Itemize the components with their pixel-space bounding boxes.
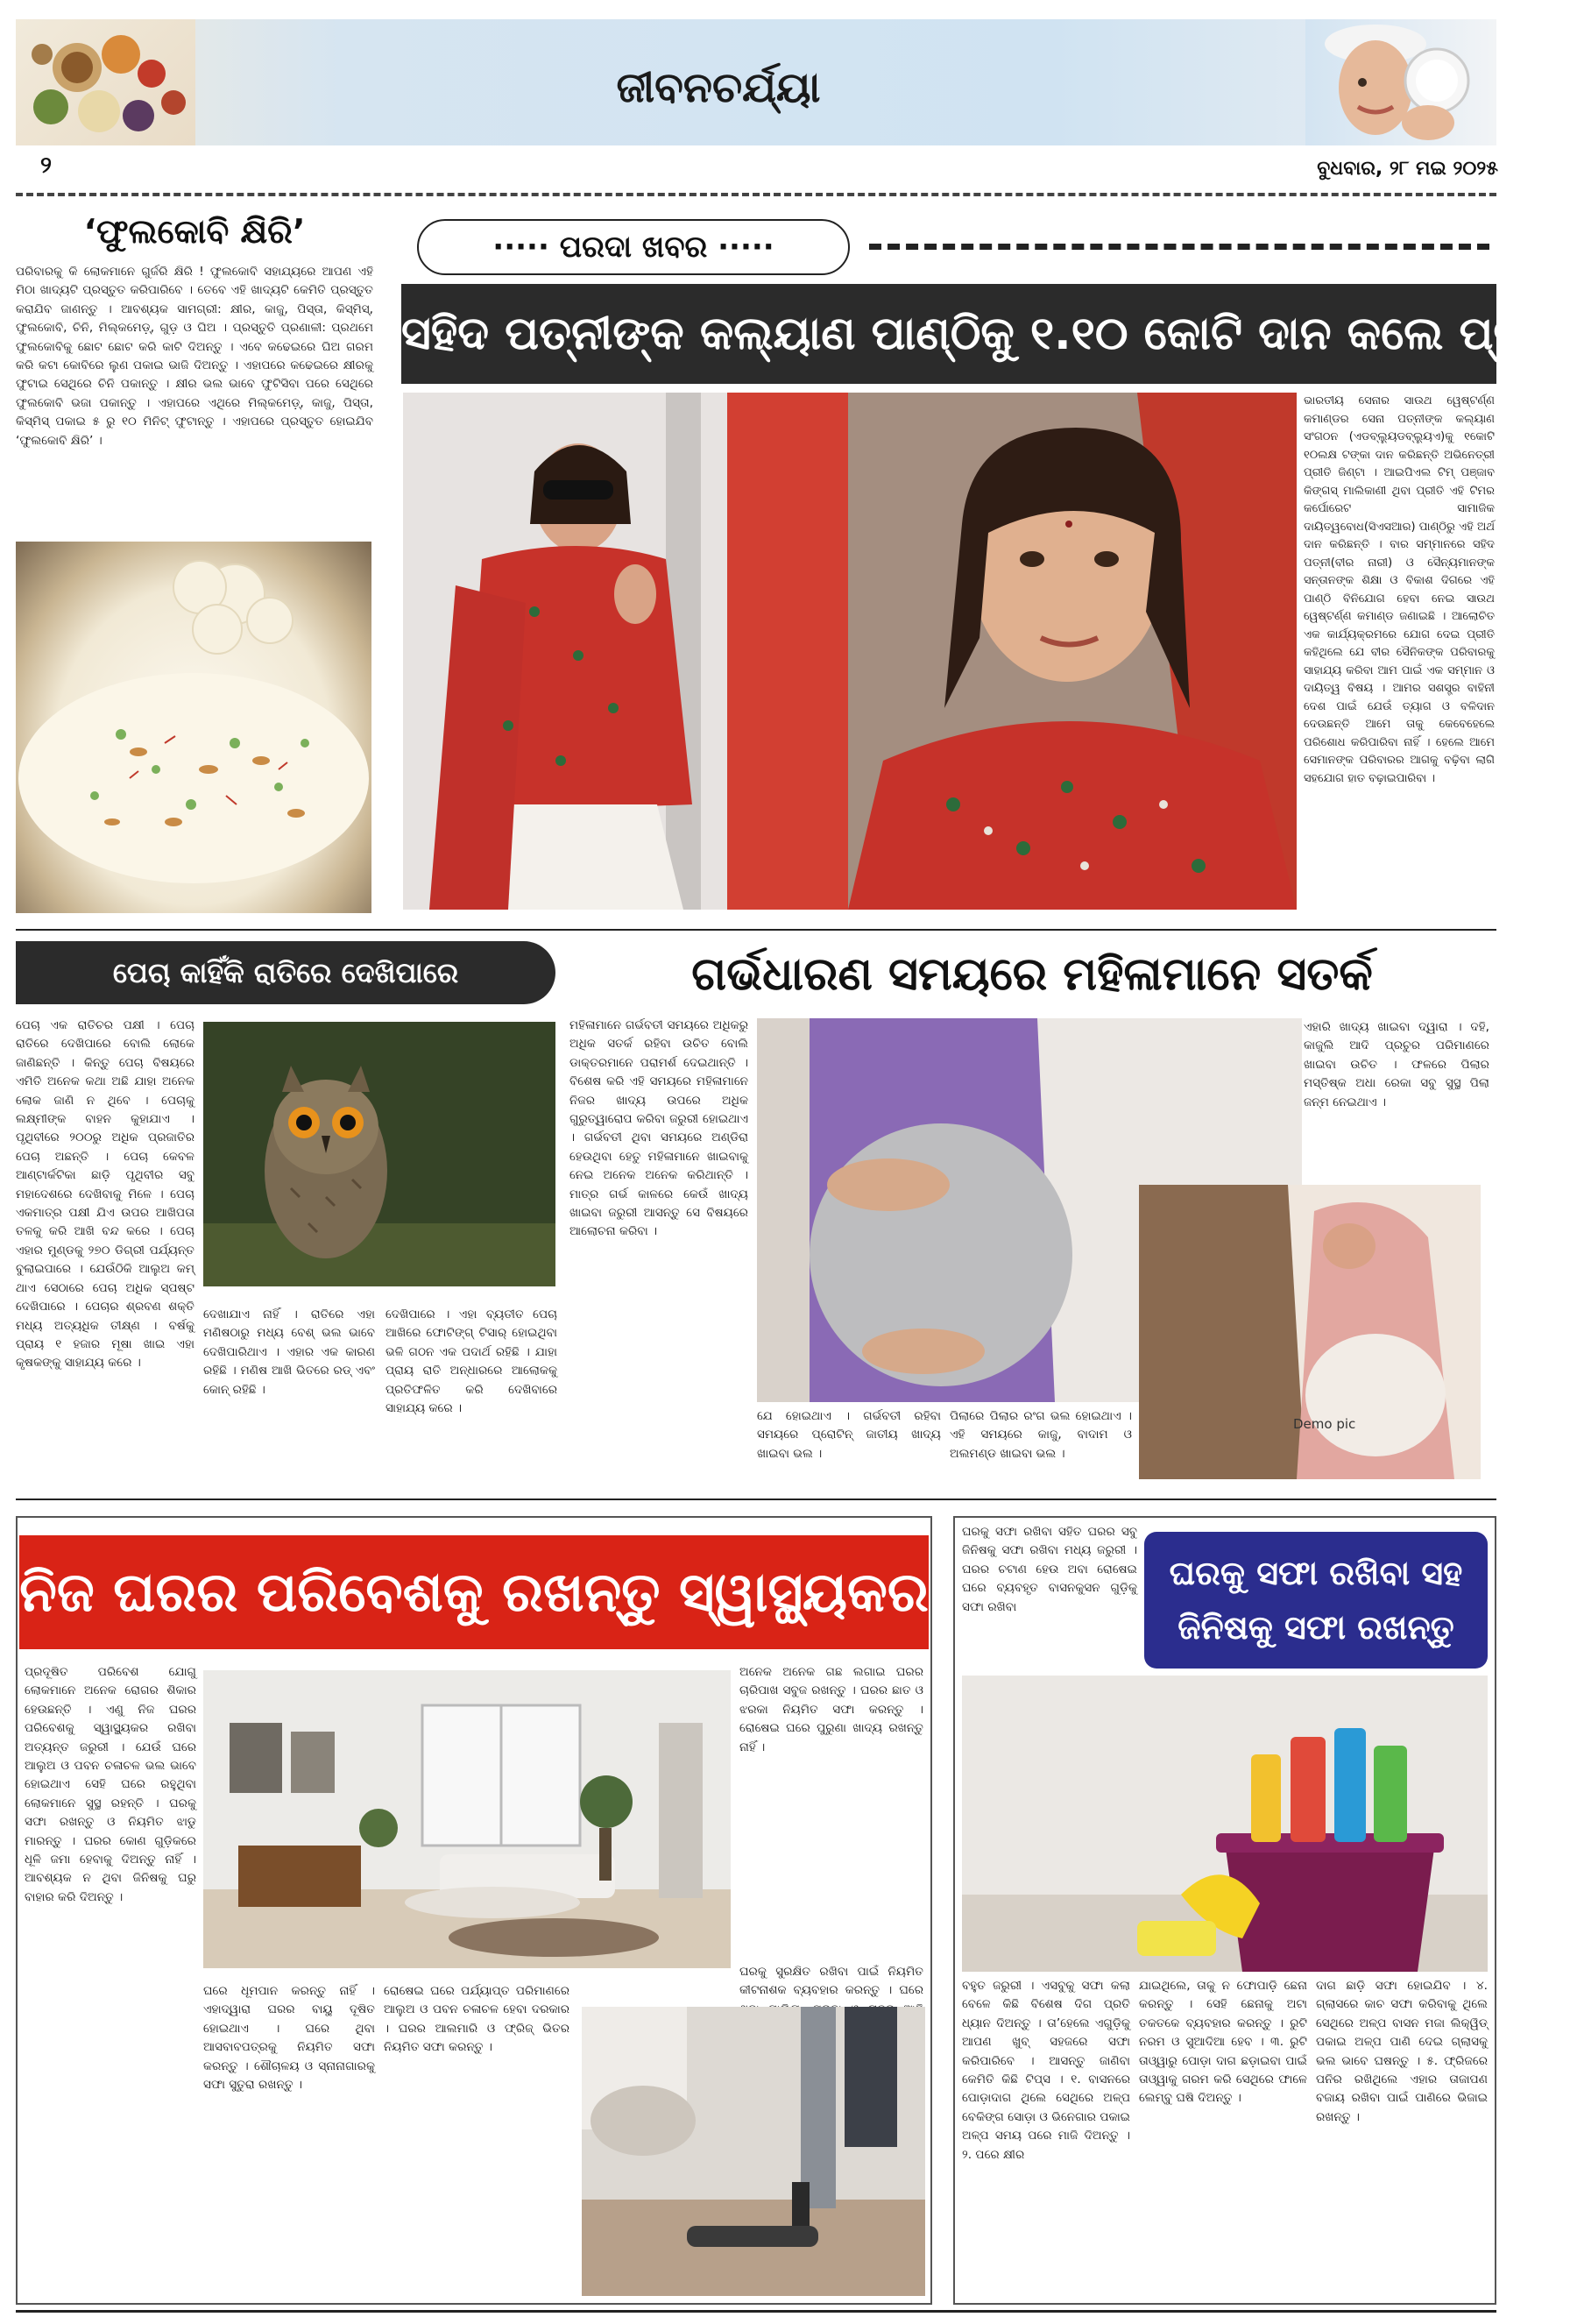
recipe-title: ‘ଫୁଲକୋବି କ୍ଷିରି’	[83, 212, 306, 251]
pregnancy-bottom-2: ପିଲାରେ ପିଲାର ରଂଗ ଭଲ ହୋଇଥାଏ । ଏହି ସମୟରେ କାଜୁ, ବାଦାମ ଓ ଅଲମଣ୍ଡ ଖାଇବା ଭଲ ।	[950, 1409, 1132, 1461]
page-number: ୨	[40, 152, 52, 179]
section-tag-parda	[417, 219, 850, 275]
owl-headline: ପେଚା କାହିଁକି ରାତିରେ ଦେଖିପାରେ	[16, 941, 555, 1004]
cleaning-supplies-photo	[962, 1676, 1488, 1972]
page-bottom-rule	[16, 2310, 1496, 2313]
home-col-1: ପ୍ରଦୂଷିତ ପରିବେଶ ଯୋଗୁ ଲୋକମାନେ ଅନେକ ରୋଗର ଶିକାର ହେଉଛନ୍ତି । ଏଣୁ ନିଜ ଘରର ପରିବେଶକୁ ସ୍ୱାସ୍ଥ୍ୟକର ରଖିବା ଅତ୍ୟନ୍ତ ଜରୁରୀ । ଯେଉଁ ଘରେ ଆଲୁଅ ଓ ପବନ ଚଳାଚଳ ଭଲ ଭାବେ ହୋଇଥାଏ ସେହି ଘରେ ରହୁଥିବା ଲୋକମାନେ ସୁସ୍ଥ ରହନ୍ତି । ଘରକୁ ସଫା ରଖନ୍ତୁ ଓ ନିୟମିତ ଝାଡୁ ମାରନ୍ତୁ । ଘରର କୋଣ ଗୁଡ଼ିକରେ ଧୂଳି ଜମା ହେବାକୁ ଦିଅନ୍ତୁ ନାହିଁ । ଆବଶ୍ୟକ ନ ଥିବା ଜିନିଷକୁ ଘରୁ ବାହାର କରି ଦିଅନ୍ତୁ ।	[25, 1665, 196, 1904]
masthead-food-photo	[16, 19, 195, 145]
living-room-photo	[203, 1670, 731, 1968]
tag-dash-rule	[869, 244, 1489, 250]
recipe-intro: ପରିବାରକୁ କି ଲୋକମାନେ ଗୁର୍ଜରି କ୍ଷିରି ! ଫୁଲକୋବି ସହାଯ୍ୟରେ ଆପଣ ଏହି ମିଠା ଖାଦ୍ୟଟି ପ୍ରସ୍ତୁତ କରିପାରିବେ । ତେବେ ଏହି ଖାଦ୍ୟଟି କେମିତି ପ୍ରସ୍ତୁତ କରାଯିବ ଜାଣନ୍ତୁ ।	[16, 265, 373, 316]
vacuum-photo	[582, 2007, 925, 2296]
demo-pic-label: Demo pic	[1293, 1416, 1356, 1432]
owl-col-3: ଦେଖିପାରେ । ଏହା ବ୍ୟତୀତ ପେଚା ଆଖିରେ ଫୋଟିଙ୍ଗ୍ ଟିସାର୍ ହୋଇଥିବା ଭଳି ଗଠନ ଏକ ପଦାର୍ଥ ରହିଛି । ଯାହା ପ୍ରାୟ ରାତି ଅନ୍ଧାରରେ ଆଲୋକକୁ ପ୍ରତିଫଳିତ କରି ଦେଖିବାରେ ସାହାଯ୍ୟ କରେ ।	[385, 1307, 557, 1416]
section-tag-text: ····· ପରଦା ଖବର ·····	[492, 230, 774, 265]
pregnancy-col-1: ମହିଳାମାନେ ଗର୍ଭବତୀ ସମୟରେ ଅଧିକରୁ ଅଧିକ ସତର୍କ ରହିବା ଉଚିତ ବୋଲି ଡାକ୍ତରମାନେ ପରାମର୍ଶ ଦେଇଥାନ୍ତି । ବିଶେଷ କରି ଏହି ସମୟରେ ମହିଳାମାନେ ନିଜର ଖାଦ୍ୟ ଉପରେ ଅଧିକ ଗୁରୁତ୍ୱାରୋପ କରିବା ଜରୁରୀ ହୋଇଥାଏ । ଗର୍ଭବତୀ ଥିବା ସମୟରେ ଅଣ୍ଡିରା ହେଉଥିବା ହେତୁ ମହିଳାମାନେ ଖାଇବାକୁ ନେଇ ଅନେକ ଅନେକ କରିଥାନ୍ତି । ମାତ୍ର ଗର୍ଭ କାଳରେ କେଉଁ ଖାଦ୍ୟ ଖାଇବା ଜରୁରୀ ଆସନ୍ତୁ ସେ ବିଷୟରେ ଆଲୋଚନା କରିବା ।	[569, 1018, 748, 1239]
section-rule-lower	[16, 1499, 1496, 1500]
owl-photo	[203, 1022, 555, 1286]
clean-headline	[1144, 1532, 1488, 1669]
masthead-divider	[16, 193, 1496, 196]
section-rule-mid	[16, 929, 1496, 931]
pregnancy-bottom-1: ଯେ ହୋଇଥାଏ । ଗର୍ଭବତୀ ରହିବା ସମୟରେ ପ୍ରୋଟିନ୍ ଜାତୀୟ ଖାଦ୍ୟ ଖାଇବା ଭଲ ।	[757, 1409, 941, 1461]
masthead-beauty-photo	[1305, 19, 1496, 145]
home-col-2b: ଘରକୁ ସୁରକ୍ଷିତ ରଖିବା ପାଇଁ ନିୟମିତ କୀଟନାଶକ ବ୍ୟବହାର କରନ୍ତୁ । ଘରେ	[739, 1965, 923, 1998]
home-headline: ନିଜ ଘରର ପରିବେଶକୁ ରଖନ୍ତୁ ସ୍ୱାସ୍ଥ୍ୟକର	[19, 1535, 929, 1649]
clean-col-1: ବହୁତ ଜରୁରୀ । ଏସବୁକୁ ସଫା କଲା ବେଳେ କିଛି ବିଶେଷ ଦିଗ ପ୍ରତି ଧ୍ୟାନ ଦିଅନ୍ତୁ । ତା’ହେଲେ ଏଗୁଡ଼ିକୁ ଆପଣ ଖୁବ୍ ସହଜରେ ସଫା କରିପାରିବେ । ଆସନ୍ତୁ ଜାଣିବା କେମିତି କିଛି ଟିପ୍ସ । ୧. ବାସନରେ ପୋଡ଼ାଦାଗ ଥିଲେ ସେଥିରେ ଅଳ୍ପ ବେକିଙ୍ଗ ସୋଡ଼ା ଓ ଭିନେଗାର ପକାଇ ଅଳ୍ପ ସମୟ ପରେ ମାଜି ଦିଅନ୍ତୁ । ୨. ପରେ କ୍ଷୀର	[962, 1979, 1130, 2162]
pregnancy-headline: ଗର୍ଭଧାରଣ ସମୟରେ ମହିଳାମାନେ ସତର୍କ	[691, 948, 1373, 1001]
home-col-2: ଅନେକ ଅନେକ ଗଛ ଲଗାଇ ଘରର ଚାରିପାଖ ସବୁଜ ରଖନ୍ତୁ । ଘରର ଛାତ ଓ ଝରକା ନିୟମିତ ସଫା କରନ୍ତୁ । ରୋଷେଇ ଘରେ ପୁରୁଣା ଖାଦ୍ୟ ରଖନ୍ତୁ ନାହିଁ ।	[739, 1665, 923, 1754]
owl-col-2: ଦେଖାଯାଏ ନାହିଁ । ରାତିରେ ଏହା ମଣିଷଠାରୁ ମଧ୍ୟ ବେଶ୍ ଭଲ ଭାବେ ଦେଖିପାରିଥାଏ । ଏହାର ଏକ କାରଣ ରହିଛି । ମଣିଷ ଆଖି ଭିତରେ ରଡ୍ ଏବଂ କୋନ୍ ରହିଛି ।	[203, 1307, 375, 1397]
home-col-4: ରୋଷେଇ ଘରେ ପର୍ଯ୍ୟାପ୍ତ ପରିମାଣରେ ଆଲୁଅ ଓ ପବନ ଚଳାଚଳ ହେବା ଦରକାର । ଘରର ଆଲମାରି ଓ ଫ୍ରିଜ୍ ଭିତର ନିୟମିତ ସଫା କରନ୍ତୁ ।	[384, 1984, 569, 2055]
clean-col-2: ଯାଇଥିଲେ, ତାକୁ ନ ଫୋପାଡ଼ି ଛେନା କରନ୍ତୁ । ସେହି ଛେନାକୁ ଅଟା ତକତକେ ବ୍ୟବହାର କରନ୍ତୁ । ରୁଟି ନରମ ଓ ସୁଆଦିଆ ହେବ । ୩. ରୁଟି ତାଓ୍ୱାରୁ ପୋଡ଼ା ଦାଗ ଛଡ଼ାଇବା ପାଇଁ ତାଓ୍ୱାକୁ ଗରମ କରି ସେଥିରେ ଫାଳେ ଲେମ୍ବୁ ଘଷି ଦିଅନ୍ତୁ ।	[1139, 1979, 1307, 2106]
clean-intro: ଘରକୁ ସଫା ରଖିବା ସହିତ ଘରର ସବୁ ଜିନିଷକୁ ସଫା ରଖିବା ମଧ୍ୟ ଜରୁରୀ । ଘରର ଚଟାଣ ହେଉ ଅବା ରୋଷେଇ ଘରେ ବ୍ୟବହୃତ ବାସନକୁସନ ଗୁଡ଼ିକୁ ସଫା ରଖିବା	[962, 1525, 1137, 1614]
recipe-photo-kheer	[16, 542, 371, 913]
parda-body: ଭାରତୀୟ ସେନାର ସାଉଥ ୱେଷ୍ଟର୍ଣ୍ଣ କମାଣ୍ଡର ସେନା ପତ୍ନୀଙ୍କ କଲ୍ୟାଣ ସଂଗଠନ (ଏଡବ୍ଲ୍ୟୁଡବ୍ଲ୍ୟୁଏ)କୁ ୧କୋଟି ୧୦ଲକ୍ଷ ଟଙ୍କା ଦାନ କରିଛନ୍ତି ଅଭିନେତ୍ରୀ ପ୍ରୀତି ଜିଣ୍ଟା । ଆଇପିଏଲ ଟିମ୍ ପଞ୍ଜାବ କିଙ୍ଗସ୍ ମାଲିକାଣୀ ଥିବା ପ୍ରୀତି ଏହି ଟିମର କର୍ପୋରେଟ ସାମାଜିକ ଦାୟିତ୍ୱବୋଧ(ସିଏସଆର) ପାଣ୍ଠିରୁ ଏହି ଅର୍ଥ ଦାନ କରିଛନ୍ତି । ବାର ସମ୍ମାନରେ ସହିଦ ପତ୍ନୀ(ବୀର ନାରୀ) ଓ ସୈନ୍ୟମାନଙ୍କ ସନ୍ତାନଙ୍କ ଶିକ୍ଷା ଓ ବିକାଶ ଦିଗରେ ଏହି ପାଣ୍ଠି ବିନିଯୋଗ ହେବା ନେଇ ସାଉଥ ୱେଷ୍ଟର୍ଣ୍ଣ କମାଣ୍ଡ ଜଣାଇଛି । ଆଲୋଚିତ ଏକ କାର୍ଯ୍ୟକ୍ରମରେ ଯୋଗ ଦେଇ ପ୍ରୀତି କହିଥିଲେ ଯେ ବୀର ସୈନିକଙ୍କ ପରିବାରକୁ ସାହାଯ୍ୟ କରିବା ଆମ ପାଇଁ ଏକ ସମ୍ମାନ ଓ ଦାୟିତ୍ୱ ବିଷୟ । ଆମର ସଶସ୍ତ୍ର ବାହିନୀ ଦେଶ ପାଇଁ ଯେଉଁ ତ୍ୟାଗ ଓ ବଳିଦାନ ଦେଉଛନ୍ତି ଆମେ ତାକୁ କେବେହେଲେ ପରିଶୋଧ କରିପାରିବା ନାହିଁ । ହେଲେ ଆମେ ସେମାନଙ୍କ ପରିବାରର ଆଗକୁ ବଢ଼ିବା ଲାଗି ସହଯୋଗ ହାତ ବଢ଼ାଇପାରିବା ।	[1304, 394, 1495, 785]
recipe-ingredients: ଆବଶ୍ୟକ ସାମଗ୍ରୀ: କ୍ଷୀର, କାଜୁ, ପିସ୍ତା, କିସ୍‌ମିସ୍, ଫୁଲକୋବି, ଚିନି, ମିଲ୍କମେଡ଼୍, ଗୁଡ଼ ଓ ଘିଅ ।	[16, 301, 373, 336]
home-col-3: ଘରେ ଧୂମପାନ କରନ୍ତୁ ନାହିଁ । ଏହାଦ୍ୱାରା ଘରର ବାୟୁ ଦୂଷିତ ହୋଇଥାଏ । ଘରେ ଥିବା ଆସବାବପତ୍ରକୁ ନିୟମିତ ସଫା କରନ୍ତୁ । ଶୌଚାଳୟ ଓ ସ୍ନାନାଗାରକୁ ସଫା ସୁତୁରା ରଖନ୍ତୁ ।	[203, 1984, 375, 2093]
clean-headline-text: ଘରକୁ ସଫା ରଖିବା ସହ ଜିନିଷକୁ ସଫା ରଖନ୍ତୁ	[1169, 1554, 1463, 1647]
masthead-title: ଜୀବନଚର୍ଯ୍ୟା	[616, 63, 821, 112]
parda-headline: ସହିଦ ପତ୍ନୀଙ୍କ କଲ୍ୟାଣ ପାଣ୍ଠିକୁ ୧.୧୦ କୋଟି ଦାନ କଲେ ପ୍ରୀତି	[401, 284, 1496, 384]
issue-date: ବୁଧବାର, ୨୮ ମଇ ୨୦୨୫	[1317, 158, 1498, 180]
recipe-body	[16, 263, 373, 535]
owl-col-1: ପେଚା ଏକ ରାତିଚର ପକ୍ଷୀ । ପେଚା ରାତିରେ ଦେଖିପାରେ ବୋଲି ଲୋକେ ଜାଣିଛନ୍ତି । କିନ୍ତୁ ପେଚା ବିଷୟରେ ଏମିତି ଅନେକ କଥା ଅଛି ଯାହା ଅନେକ ଲୋକ ଜାଣି ନ ଥିବେ । ପେଚାକୁ ଲକ୍ଷ୍ମୀଙ୍କ ବାହନ କୁହାଯାଏ । ପୃଥିବୀରେ ୨୦୦ରୁ ଅଧିକ ପ୍ରଜାତିର ପେଚା ଅଛନ୍ତି । ପେଚା କେବଳ ଆଣ୍ଟାର୍କଟିକା ଛାଡ଼ି ପୃଥିବୀର ସବୁ ମହାଦେଶରେ ଦେଖିବାକୁ ମିଳେ । ପେଚା ଏକମାତ୍ର ପକ୍ଷୀ ଯିଏ ଉପର ଆଖିପତା ତଳକୁ କରି ଆଖି ବନ୍ଦ କରେ । ପେଚା ଏହାର ମୁଣ୍ଡକୁ ୨୭୦ ଡିଗ୍ରୀ ପର୍ଯ୍ୟନ୍ତ ବୁଲାଇପାରେ । ଯେଉଁଠିକି ଆଲୁଅ କମ୍ ଥାଏ ସେଠାରେ ପେଚା ଅଧିକ ସ୍ପଷ୍ଟ ଦେଖିପାରେ । ପେଚାର ଶ୍ରବଣ ଶକ୍ତି ମଧ୍ୟ ଅତ୍ୟଧିକ ତୀକ୍ଷ୍ଣ । ବର୍ଷକୁ ପ୍ରାୟ ୧ ହଜାର ମୂଷା ଖାଇ ଏହା କୃଷକଙ୍କୁ ସାହାଯ୍ୟ କରେ ।	[16, 1018, 194, 1371]
pregnancy-inset-photo	[1139, 1185, 1481, 1479]
pregnancy-col-2: ଏହାରି ଖାଦ୍ୟ ଖାଇବା ଦ୍ୱାରା । ଦହି, କାଜୁଲି ଆଦି ପ୍ରଚୁର ପରିମାଣରେ ଖାଇବା ଉଚିତ । ଫଳରେ ପିଲାର ମସ୍ତିଷ୍କ ଅଧା ରେକା ସବୁ ସୁସ୍ଥ ପିଲା ଜନ୍ମ ନେଇଥାଏ ।	[1304, 1020, 1489, 1109]
preity-photo-1	[403, 393, 848, 910]
clean-col-3: ଦାଗ ଛାଡ଼ି ସଫା ହୋଇଯିବ । ୪. ଗ୍ଲାସରେ କାଚ ସଫା କରିବାକୁ ଥିଲେ ସେଥିରେ ଅଳ୍ପ ବାସନ ମଜା ଲିକ୍ୱିଡ୍ ପକାଇ ଅଳ୍ପ ପାଣି ଦେଇ ଗ୍ଲାସକୁ ଭଲ ଭାବେ ଘଷନ୍ତୁ । ୫. ଫ୍ରିଜରେ ପନିର ରଖିଥିଲେ ଏହାର ତାଜାପଣ ବଜାୟ ରଖିବା ପାଇଁ ପାଣିରେ ଭିଜାଇ ରଖନ୍ତୁ ।	[1316, 1979, 1488, 2124]
preity-photo-2	[848, 393, 1297, 910]
recipe-method: ପ୍ରସ୍ତୁତି ପ୍ରଣାଳୀ: ପ୍ରଥମେ ଫୁଲକୋବିକୁ ଛୋଟ ଛୋଟ କରି କାଟି ଦିଅନ୍ତୁ । ଏବେ କଢେଇରେ ଘିଅ ଗରମ କରି କଟା କୋବିରେ ଲୁଣ ପକାଇ ଭାଜି ଦିଅନ୍ତୁ । ଏହାପରେ କଢେଇରେ କ୍ଷୀରକୁ ଫୁଟାଇ ସେଥିରେ ଚିନି ପକାନ୍ତୁ । କ୍ଷୀର ଭଲ ଭାବେ ଫୁଟିସିବା ପରେ ସେଥିରେ ଫୁଲକୋବି ଭଜା ପକାନ୍ତୁ । ଏହାପରେ ଏଥିରେ ମିଲ୍କମେଡ଼୍, କାଜୁ, ପିସ୍ତା, କିସ୍‌ମିସ୍ ପକାଇ ୫ ରୁ ୧୦ ମିନିଟ୍ ଫୁଟାନ୍ତୁ । ଏହାପରେ ପ୍ରସ୍ତୁତ ହୋଇଯିବ ‘ଫୁଲକୋବି କ୍ଷିରି’ ।	[16, 321, 374, 448]
